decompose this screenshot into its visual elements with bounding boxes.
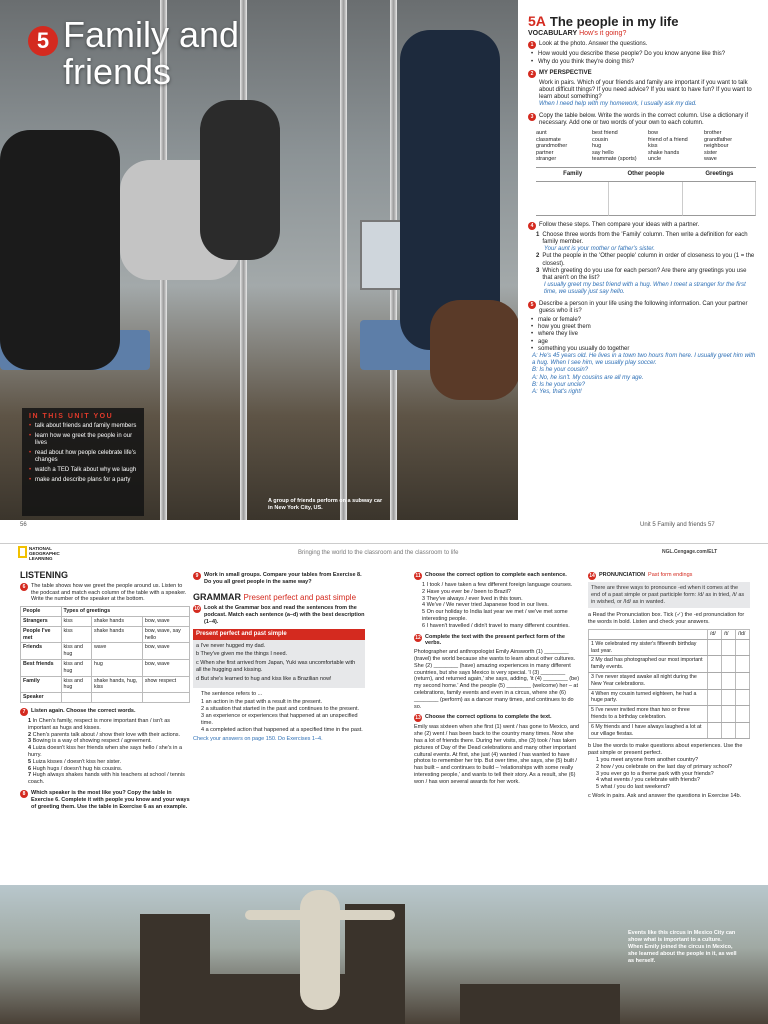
example-sentence: Your aunt is your mother or father's sister. (544, 246, 655, 253)
list-item: 5 On our holiday to India last year we met / we've met some interesting people. (422, 609, 568, 622)
exercise-number: 5 (528, 301, 536, 309)
step-item: 3 Which greeting do you use for each person? Are there any greetings you use that aren't on the list? (536, 267, 747, 281)
section-code: 5A (528, 13, 546, 29)
chapter-title: Family and friends (63, 14, 240, 92)
bullet-item: • age (528, 339, 756, 346)
exercise-text: Which speaker is the most like you? Copy the table in Exercise 6. Complete it with people you know and your ways of greeting them. Use the table in Exercise 6 as an example. (31, 789, 190, 810)
example-sentence: When I need help with my homework, I usually ask my dad. (539, 101, 697, 108)
word-item: aunt (536, 130, 547, 137)
table-cell[interactable] (609, 182, 682, 216)
tick-cell[interactable] (736, 689, 750, 706)
pronunciation-table (588, 629, 750, 739)
objective-item: • talk about friends and family members (29, 423, 137, 430)
exercise-number: 7 (20, 708, 28, 716)
example-sentence: I usually greet my best friend with a hug. When I meet a stranger for the first time, we usually just say hello. (544, 282, 746, 296)
exercise-11 (414, 572, 582, 580)
table-cell: kiss and hug (61, 676, 91, 693)
bullet-item: • Why do you think they're doing this? (528, 59, 756, 66)
questions-list (596, 757, 750, 791)
grammar-example: b They've given me the things I need. (196, 651, 288, 658)
dialog-line: B: Is he your cousin? (532, 367, 589, 374)
gap-fill-text: Photographer and anthropologist Emily Ainsworth (1) ________ (travel) the world because she wants to learn about other cultures. She (2) ________ (have) amazing experiences in many different countries, but she says Mexico is very special. 'I (3) ________ (return), and returned again,' she says, adding, 'it (4) ________ (be) my second home.' And the people (5) ________ (welcome) her – at celebrations, family events and even in a circus, where she (6) ________ (perform) as a dancer many times, and continues to do so. (414, 649, 580, 710)
desc-item: 1 an action in the past with a result in the present. (201, 699, 323, 706)
tagline: Bringing the world to the classroom and the classroom to life (298, 550, 459, 556)
table-cell: shake hands, hug, kiss (91, 676, 142, 693)
word-item: teammate (sports) (592, 156, 637, 163)
table-cell[interactable] (536, 182, 609, 216)
word-list (536, 130, 756, 163)
exercise-13 (414, 714, 582, 722)
lesson-5a-column (522, 0, 768, 540)
cengage-url[interactable]: NGL.Cengage.com/ELT (662, 549, 718, 555)
word-item: partner (536, 149, 554, 156)
listening-heading: LISTENING (20, 570, 69, 580)
practice-column (414, 572, 582, 786)
tick-cell[interactable] (736, 672, 750, 689)
table-header: Types of greetings (61, 607, 190, 617)
exercise-text: Choose the correct options to complete the text. (425, 714, 552, 721)
table-row (21, 643, 190, 660)
list-item: 5 Luiza kisses / doesn't kiss her sister. (28, 758, 122, 765)
exercise-subtitle: Past form endings (648, 572, 693, 578)
table-cell: kiss and hug (61, 659, 91, 676)
table-row (589, 656, 750, 673)
table-cell: wave (91, 643, 142, 660)
table-cell: bow, wave, say hello (142, 626, 189, 643)
table-header: People (21, 607, 62, 617)
exercise-text: Work in pairs. Which of your friends and family are important if you want to talk about difficult things? If you need advice? If you want to have fun? If you want to learn about something? (539, 79, 752, 101)
word-item: friend of a friend (648, 136, 688, 143)
instruction-c: c Work in pairs. Ask and answer the questions in Exercise 14b. (588, 792, 742, 799)
exercise-number: 13 (415, 715, 421, 722)
check-answers-link[interactable]: Check your answers on page 150. Do Exercises 1–4. (193, 736, 323, 743)
desc-item: 4 a completed action that happened at a specified time in the past. (201, 726, 363, 733)
table-cell: Friends (21, 643, 62, 660)
photo-caption: A group of friends perform on a subway car in New York City, US. (268, 498, 383, 511)
table-cell: bow, wave (142, 643, 189, 660)
list-item: 2 Chen's parents talk about / show their love with their actions. (28, 731, 181, 738)
section-title: The people in my life (549, 14, 679, 29)
list-item: 1 you meet anyone from another country? (596, 756, 699, 763)
word-item: brother (704, 130, 722, 137)
table-cell: Strangers (21, 616, 62, 626)
objective-item: • make and describe plans for a party (29, 477, 137, 484)
list-item: 4 what events / you celebrate with friends? (596, 777, 700, 784)
table-cell: kiss (61, 616, 91, 626)
instruction-b: b Use the words to make questions about experiences. Use the past simple or present perfect. (588, 743, 743, 757)
exercise-3 (528, 113, 756, 127)
exercise-number: 6 (20, 583, 28, 591)
table-row (21, 659, 190, 676)
exercise-8 (20, 790, 190, 810)
city-photo-caption: Events like this circus in Mexico City can show what is important to a culture. When Emily joined the circus in Mexico, she learned about the people in it, as well as herself. (628, 930, 737, 964)
exercise-number: 2 (528, 70, 536, 78)
tick-cell[interactable] (722, 722, 736, 739)
vocabulary-heading: VOCABULARY How's it going? (528, 30, 627, 38)
desc-item: 2 a situation that started in the past and continues to the present. (201, 706, 360, 713)
list-item: 4 Luiza doesn't kiss her friends when she says hello / she's in a hurry. (28, 745, 183, 758)
tick-cell[interactable] (708, 706, 722, 723)
section-heading (528, 13, 756, 29)
table-cell: Family (21, 676, 62, 693)
table-cell: hug (91, 659, 142, 676)
word-item: classmate (536, 136, 561, 143)
table-cell: bow, wave (142, 616, 189, 626)
dialog-line: A: He's 45 years old. He lives in a town two hours from here. I usually greet him with a hug. When I see him, we usually play soccer. (532, 352, 756, 367)
exercise-number: 1 (528, 41, 536, 49)
list-item: 3 you ever go to a theme park with your friends? (596, 770, 714, 777)
refers-text: The sentence refers to ... (201, 690, 263, 697)
grammar-box-heading: Present perfect and past simple (193, 629, 365, 640)
exercise-number: 10 (194, 606, 200, 613)
grammar-example: c When she first arrived from Japan, Yuki was uncomfortable with all the hugging and kissing. (196, 660, 356, 673)
exercise-text: Look at the photo. Answer the questions. (539, 41, 648, 48)
bullet-item: • male or female? (528, 317, 756, 324)
bullet-item: • something you usually do together (528, 346, 756, 353)
table-header: /d/ (708, 629, 722, 639)
list-item: 1 I took / have taken a few different foreign language courses. (422, 582, 573, 588)
bullet-item: • how you greet them (528, 324, 756, 331)
table-header: Other people (609, 168, 682, 182)
exercise-text: Look at the Grammar box and read the sentences from the podcast. Match each sentence (a–d) with the best description (1–4). (204, 605, 365, 625)
greetings-table (20, 606, 190, 703)
exercise-number: 4 (528, 222, 536, 230)
tick-cell[interactable] (708, 689, 722, 706)
exercise-9 (193, 572, 365, 586)
grammar-column (193, 572, 365, 743)
exercise-text: Work in small groups. Compare your tables from Exercise 8. Do you all greet people in the same way? (204, 572, 362, 585)
table-cell: shake hands (91, 616, 142, 626)
list-item: 6 I haven't travelled / didn't travel to many different countries. (422, 622, 570, 629)
table-row (589, 706, 750, 723)
exercise-number: 14 (589, 573, 595, 579)
word-item: uncle (648, 156, 662, 163)
exercise-11-list (422, 582, 582, 630)
table-cell[interactable] (683, 182, 756, 216)
step-item: 1 Choose three words from the 'Family' column. Then write a definition for each family member. (536, 231, 748, 245)
exercise-7-list (28, 718, 190, 786)
exercise-number: 11 (415, 573, 421, 579)
table-row (589, 672, 750, 689)
objective-item: • read about how people celebrate life's changes (29, 450, 137, 464)
table-cell: People I've met (21, 626, 62, 643)
word-item: bow (648, 130, 659, 137)
list-item: 6 Hugh hugs / doesn't hug his cousins. (28, 765, 123, 772)
unit-box-heading: IN THIS UNIT YOU (29, 413, 114, 420)
tick-cell[interactable] (736, 722, 750, 739)
grammar-heading: GRAMMAR Present perfect and past simple (193, 591, 357, 602)
table-cell: kiss (61, 626, 91, 643)
exercise-number: 3 (528, 113, 536, 121)
instruction-a: a Read the Pronunciation box. Tick (✓) the -ed pronunciation for the words in bold. Listen and check your answers. (588, 612, 745, 626)
objective-item: • watch a TED Talk about why we laugh (29, 467, 137, 474)
sorting-table (536, 167, 756, 216)
table-row (21, 616, 190, 626)
objective-item: • learn how we greet the people in our lives (29, 433, 137, 447)
exercise-10 (193, 605, 365, 625)
word-item: grandmother (536, 143, 568, 150)
table-header: Greetings (683, 168, 756, 182)
tick-cell[interactable] (708, 639, 722, 656)
table-header: Family (536, 168, 609, 182)
exercise-text: Listen again. Choose the correct words. (31, 707, 136, 714)
unit-objectives-box (22, 408, 144, 516)
table-row (21, 676, 190, 693)
table-cell: kiss and hug (61, 643, 91, 660)
word-item: hug (592, 143, 602, 150)
list-item: 2 how / you celebrate on the last day of primary school? (596, 763, 733, 770)
table-cell[interactable] (61, 693, 91, 703)
chapter-number: 5 (28, 26, 58, 56)
exercise-number: 12 (415, 634, 421, 641)
tick-cell[interactable] (736, 656, 750, 673)
tick-cell[interactable] (736, 639, 750, 656)
desc-item: 3 an experience or experiences that happened at an unspecified time. (201, 712, 358, 726)
table-row (21, 626, 190, 643)
bullet-item: • How would you describe these people? Do you know anyone like this? (528, 51, 756, 58)
table-cell: show respect (142, 676, 189, 693)
tick-cell[interactable] (736, 706, 750, 723)
sentence-cell: 1 We celebrated my sister's fifteenth birthday last year. (589, 639, 708, 656)
tick-cell[interactable] (722, 672, 736, 689)
exercise-text: Complete the text with the present perfect form of the verbs. (425, 633, 565, 647)
word-item: cousin (592, 136, 608, 143)
table-cell[interactable] (91, 693, 142, 703)
exercise-number: 9 (193, 572, 201, 580)
tick-cell[interactable] (708, 656, 722, 673)
tick-cell[interactable] (722, 656, 736, 673)
exercise-2 (528, 70, 756, 78)
list-item: 3 They've always / ever lived in this town. (422, 595, 523, 602)
page-number-left: 56 (20, 522, 27, 528)
word-item: wave (704, 156, 717, 163)
table-header: /Id/ (736, 629, 750, 639)
list-item: 3 Bowing is a way of showing respect / agreement. (28, 738, 152, 745)
tick-cell[interactable] (722, 706, 736, 723)
exercise-text: The table shows how we greet the people around us. Listen to the podcast and match each column of the table with a speaker. Write the number of the speaker at the bottom. (31, 582, 187, 603)
list-item: 5 what / you do last weekend? (596, 784, 670, 791)
exercise-text: Describe a person in your life using the following information. Can your partner guess who it is? (539, 300, 748, 314)
table-row (21, 693, 190, 703)
vocabulary-subtitle: How's it going? (579, 30, 627, 38)
list-item: 4 We've / We never tried Japanese food in our lives. (422, 602, 549, 609)
word-item: kiss (648, 143, 658, 150)
sentence-cell: 3 I've never stayed awake all night during the New Year celebrations. (589, 672, 708, 689)
listening-column (20, 572, 190, 812)
sentence-cell: 6 My friends and I have always laughed a lot at our village fiestas. (589, 722, 708, 739)
table-row (589, 689, 750, 706)
grammar-example: d But she's learned to hug and kiss like a Brazilian now! (196, 675, 332, 682)
exercise-heading: PRONUNCIATION (599, 572, 646, 578)
list-item: 1 In Chen's family, respect is more important than / isn't as important as hugs and kisses. (28, 717, 171, 731)
bullet-item: • where they live (528, 331, 756, 338)
exercise-5 (528, 301, 756, 315)
word-item: grandfather (704, 136, 733, 143)
grammar-subtitle: Present perfect and past simple (243, 592, 357, 602)
list-item: 7 Hugh always shakes hands with his teachers at school / tennis coach. (28, 772, 185, 786)
table-row (589, 639, 750, 656)
dialog-line: B: Is he your uncle? (532, 381, 586, 388)
exercise-heading: MY PERSPECTIVE (539, 69, 592, 76)
table-row (589, 722, 750, 739)
tick-cell[interactable] (722, 639, 736, 656)
exercise-text: Choose the correct option to complete each sentence. (425, 572, 567, 578)
list-item: 2 Have you ever be / been to Brazil? (422, 588, 511, 595)
word-item: neighbour (704, 143, 729, 150)
tick-cell[interactable] (708, 722, 722, 739)
word-item: best friend (592, 130, 618, 137)
exercise-1 (528, 41, 756, 49)
exercise-6 (20, 583, 190, 603)
dialog-line: A: No, he isn't. My cousins are all my age. (532, 374, 644, 381)
tick-cell[interactable] (722, 689, 736, 706)
sentence-cell: 5 I've never invited more than two or three friends to a birthday celebration. (589, 706, 708, 723)
pronunciation-box: There are three ways to pronounce -ed when it comes at the end of a past simple or past participle form: /d/ as in tried, /t/ as in wished, or /Id/ as in wanted. (588, 582, 750, 608)
word-item: stranger (536, 156, 557, 163)
exercise-7 (20, 708, 190, 716)
step-item: 2 Put the people in the 'Other people' column in order of closeness to you (1 = the closest). (536, 253, 755, 267)
grammar-example: a I've never hugged my dad. (196, 642, 266, 649)
exercise-4 (528, 222, 756, 230)
tick-cell[interactable] (708, 672, 722, 689)
table-header: /t/ (722, 629, 736, 639)
pronunciation-column (588, 572, 750, 800)
table-cell: shake hands (91, 626, 142, 643)
choice-text: Emily was sixteen when she first (1) went / has gone to Mexico, and she (2) went / has been back to the country many times. Now she has a lot of friends there. During her visits, she (3) took / has taken pictures of Day of the Dead celebrations and many other important cultural events. At first, she just (4) wanted / has wanted to have photos to remember her trip. But over time, she says, she (5) built / has built – and continues to build – 'relationships with some really interesting people,' and wants to tell their story. As a result, she (6) won / has won several awards for her work. (414, 724, 580, 785)
grammar-box (193, 629, 365, 688)
dialog-line: A: Yes, that's right! (532, 389, 582, 395)
sentence-cell: 4 When my cousin turned eighteen, he had a huge party. (589, 689, 708, 706)
table-cell: Speaker (21, 693, 62, 703)
ngl-logo: NATIONAL GEOGRAPHIC LEARNING (18, 546, 66, 566)
exercise-text: Copy the table below. Write the words in the correct column. Use a dictionary if necessary. Add one or two words of your own to each column. (539, 112, 748, 126)
exercise-12 (414, 634, 582, 648)
exercise-text: Follow these steps. Then compare your ideas with a partner. (539, 221, 700, 228)
exercise-number: 8 (20, 790, 28, 798)
table-cell[interactable] (142, 693, 189, 703)
word-item: shake hands (648, 149, 680, 156)
table-cell: bow, wave (142, 659, 189, 676)
word-item: say hello (592, 149, 614, 156)
table-cell: Best friends (21, 659, 62, 676)
exercise-14 (588, 572, 750, 580)
page-footer-right: Unit 5 Family and friends 57 (640, 522, 715, 528)
sentence-cell: 2 My dad has photographed our most important family events. (589, 656, 708, 673)
word-item: sister (704, 149, 718, 156)
